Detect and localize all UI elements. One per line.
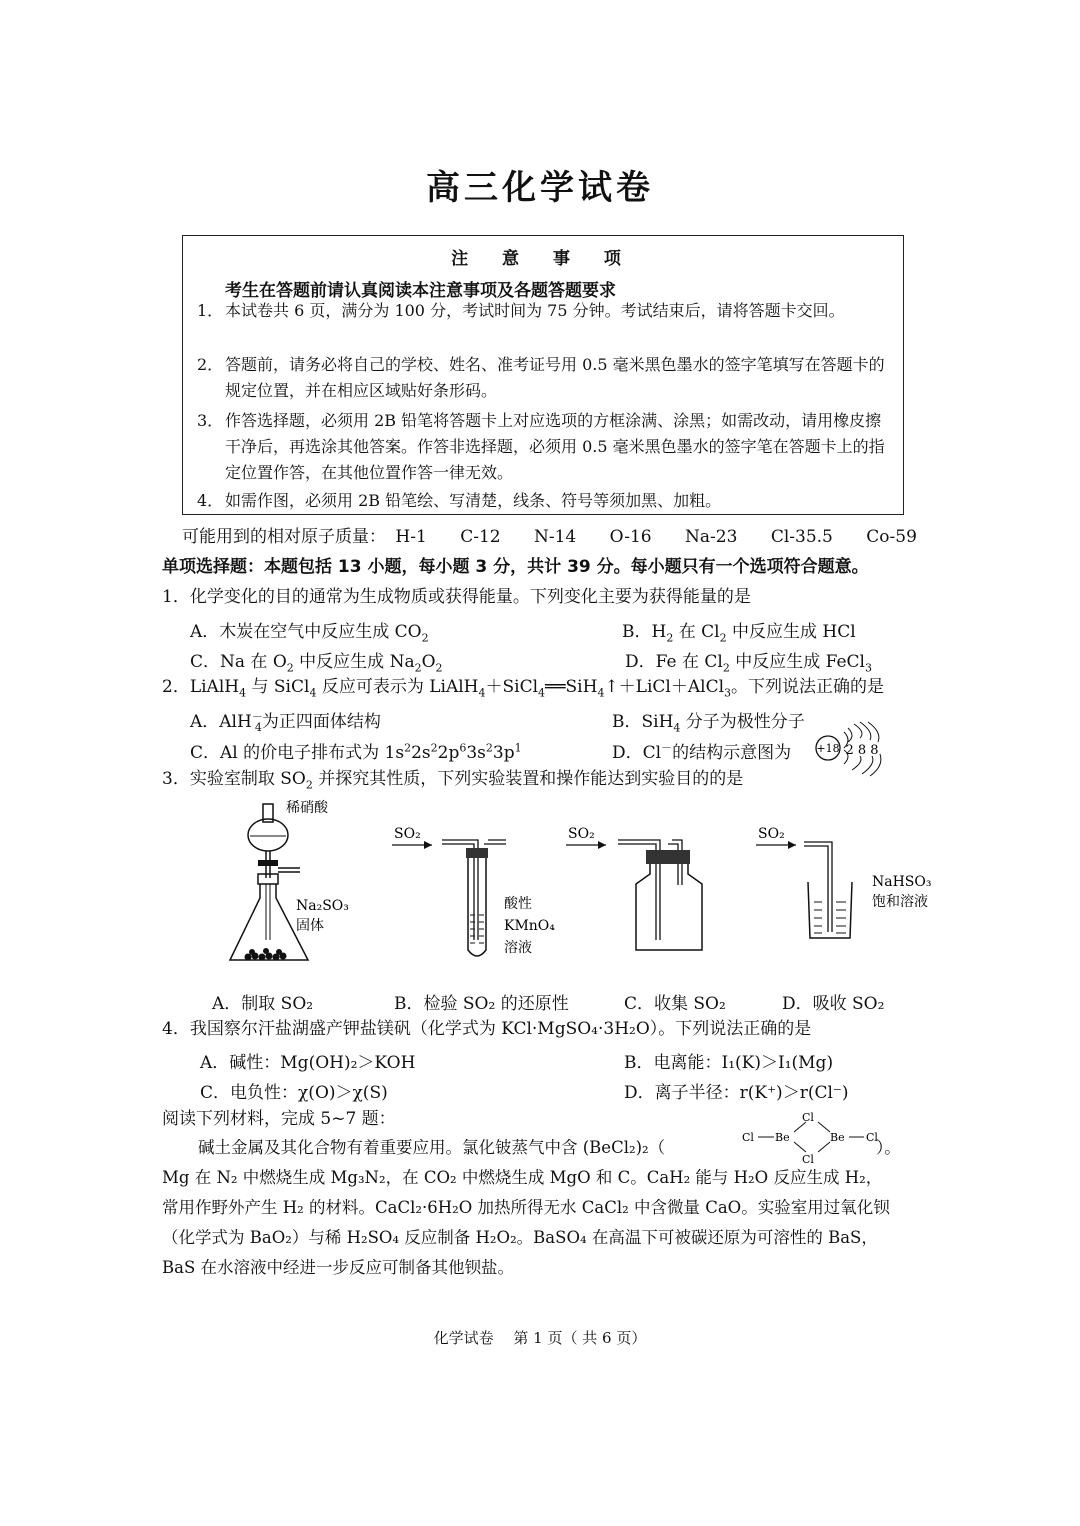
notice-item-text: 如需作图，必须用 2B 铅笔绘、写清楚，线条、符号等须加黑、加粗。 [225, 491, 722, 510]
q2-option-d: D．Cl－的结构示意图为 [612, 741, 792, 763]
notice-item-number: 3． [197, 411, 224, 430]
q4-option-c: C．电负性：χ(O)＞χ(S) [200, 1083, 388, 1103]
atomic-mass: H-1 [395, 527, 427, 547]
notice-item-text: 本试卷共 6 页，满分为 100 分，考试时间为 75 分钟。考试结束后，请将答题卡交回。 [225, 301, 845, 320]
q1-option-c-text: C．Na 在 O [190, 652, 287, 672]
q1-option-d: D．Fe 在 $Cl_2$ 中反应生成 FeCl$_3$ [625, 652, 872, 675]
q1-option-c: C．Na 在 $O_2$ 中反应生成 $Na_2O_2$ [190, 652, 443, 675]
notice-heading: 注 意 事 项 [451, 249, 635, 269]
be-atom: Be [830, 1131, 845, 1144]
notice-item-4 [197, 488, 897, 514]
be-atom: Be [775, 1131, 790, 1144]
label-nahso3: NaHSO₃ [872, 874, 932, 890]
notice-item-2 [197, 352, 897, 404]
q2-option-a: A．AlH－$_4$为正四面体结构 [190, 710, 381, 735]
label-so2-d: SO₂ [758, 826, 785, 842]
q3-option-b: B．检验 SO₂ 的还原性 [394, 994, 569, 1014]
q1-option-a: A．木炭在空气中反应生成 $CO_2$ [190, 622, 429, 645]
page-title: 高三化学试卷 [426, 168, 654, 208]
reading-line-1-end: ）。 [876, 1138, 901, 1157]
atomic-mass: C-12 [460, 527, 501, 547]
q3-option-a: A．制取 SO₂ [212, 994, 314, 1014]
label-saturated-solution: 饱和溶液 [872, 894, 928, 910]
notice-item-number: 2． [197, 355, 224, 374]
becl2-dimer-structure [738, 1110, 888, 1166]
notice-item-text: 作答选择题，必须用 2B 铅笔将答题卡上对应选项的方框涂满、涂黑；如需改动，请用橡皮擦干净后，再选涂其他答案。作答非选择题，必须用 0.5 毫米黑色墨水的签字笔在答题卡上的指定位置作答，在其他位置作答一律无效。 [225, 411, 885, 482]
label-na2so3: Na₂SO₃ [296, 898, 349, 914]
question-4-stem: 4．我国察尔汗盐湖盛产钾盐镁矾（化学式为 KCl·MgSO₄·3H₂O）。下列说法正确的是 [162, 1019, 812, 1039]
apparatus-c [566, 826, 702, 950]
reading-intro: 阅读下列材料，完成 5~7 题： [162, 1109, 396, 1129]
label-kmno4-solution: 溶液 [504, 940, 532, 956]
q1-option-b-text: B．H [622, 622, 667, 642]
atomic-mass: Co-59 [866, 527, 917, 547]
reading-line-1-text: 碱土金属及其化合物有着重要应用。氯化铍蒸气中含 (BeCl₂)₂（ [198, 1138, 666, 1157]
label-dilute-nitric: 稀硝酸 [286, 800, 328, 816]
label-kmno4: KMnO₄ [504, 918, 555, 934]
label-so2-c: SO₂ [568, 826, 595, 842]
q2-option-c-text: C．Al 的价电子排布式为 1s [190, 743, 405, 763]
notice-intro: 考生在答题前请认真阅读本注意事项及各题答题要求 [225, 281, 616, 301]
q4-option-a: A．碱性：Mg(OH)₂＞KOH [200, 1053, 416, 1073]
notice-item-text: 答题前，请务必将自己的学校、姓名、准考证号用 0.5 毫米黑色墨水的签字笔填写在答题卡的规定位置，并在相应区域贴好条形码。 [225, 355, 885, 400]
q1-option-d-text: D．Fe 在 Cl [625, 652, 723, 672]
label-kmno4-acidic: 酸性 [504, 896, 532, 912]
reading-line-2: Mg 在 N₂ 中燃烧生成 Mg₃N₂，在 CO₂ 中燃烧生成 MgO 和 C。CaH₂ 能与 H₂O 反应生成 H₂， [162, 1168, 883, 1187]
q1-option-a-text: A．木炭在空气中反应生成 CO [190, 622, 422, 642]
notice-box [182, 235, 904, 515]
q2-option-d-text: D．Cl [612, 743, 662, 763]
q2-option-b: B．SiH$_4$ 分子为极性分子 [612, 712, 805, 735]
q2-option-c: C．Al 的价电子排布式为 $1s^22s^22p^63s^23p^1$ [190, 741, 522, 763]
cl-atom: Cl [802, 1111, 814, 1124]
page-footer: 化学试卷 第 1 页（ 共 6 页） [433, 1329, 647, 1347]
reading-line-4: （化学式为 BaO₂）与稀 H₂SO₄ 反应制备 H₂O₂。BaSO₄ 在高温下可被碳还原为可溶性的 BaS， [162, 1228, 878, 1247]
apparatus-figure [200, 790, 960, 980]
question-2-stem: 2．LiAlH$_4$ 与 SiCl$_4$ 反应可表示为 LiAlH$_4$＋SiCl$_4$══SiH$_4$↑＋LiCl＋AlCl$_3$。下列说法正确的是 [162, 677, 885, 700]
label-so2-b: SO₂ [394, 826, 421, 842]
q4-option-b: B．电离能：I₁(K)＞I₁(Mg) [624, 1053, 834, 1073]
q3-option-c: C．收集 SO₂ [624, 994, 726, 1014]
notice-item-3 [197, 408, 897, 486]
q2-stem-text: 2．LiAlH [162, 677, 240, 697]
q2-option-a-text: A．AlH [190, 712, 252, 732]
apparatus-d [756, 826, 932, 938]
reading-line-3: 常用作野外产生 H₂ 的材料。CaCl₂·6H₂O 加热所得无水 CaCl₂ 中含微量 CaO。实验室用过氧化钡 [162, 1198, 890, 1217]
apparatus-a [230, 799, 349, 961]
q3-stem-text: 3．实验室制取 SO [162, 769, 306, 789]
notice-item-number: 4． [197, 491, 224, 510]
notice-item-number: 1． [197, 301, 224, 320]
atomic-mass: Cl-35.5 [770, 527, 833, 547]
atomic-mass: N-14 [534, 527, 577, 547]
cl-atom: Cl [802, 1153, 814, 1166]
apparatus-b [392, 826, 555, 956]
reading-line-1 [198, 1137, 665, 1159]
ion-nucleus-label: +18 [816, 742, 840, 755]
cl-atom: Cl [866, 1131, 878, 1144]
ion-shells-label: 2 8 8 [845, 743, 879, 758]
question-3-stem: 3．实验室制取 $SO_2$ 并探究其性质，下列实验装置和操作能达到实验目的的是 [162, 769, 744, 792]
q3-option-d: D．吸收 SO₂ [782, 994, 885, 1014]
section-heading: 单项选择题：本题包括 13 小题，每小题 3 分，共计 39 分。每小题只有一个选项符合题意。 [162, 557, 869, 577]
atomic-masses-label: 可能用到的相对原子质量： [182, 527, 386, 547]
label-solid: 固体 [296, 918, 324, 934]
atomic-mass: Na-23 [685, 527, 738, 547]
question-1-stem: 1．化学变化的目的通常为生成物质或获得能量。下列变化主要为获得能量的是 [162, 587, 751, 607]
atomic-mass: O-16 [609, 527, 652, 547]
q2-option-b-text: B．SiH [612, 712, 674, 732]
reading-line-5: BaS 在水溶液中经进一步反应可制备其他钡盐。 [162, 1258, 515, 1277]
notice-item-1 [197, 298, 897, 324]
chloride-ion-diagram [810, 718, 890, 778]
cl-atom: Cl [742, 1131, 754, 1144]
q4-option-d: D．离子半径：r(K⁺)＞r(Cl⁻) [624, 1083, 849, 1103]
q1-option-b: B．$H_2$ 在 $Cl_2$ 中反应生成 HCl [622, 622, 856, 645]
atomic-masses [182, 526, 917, 548]
